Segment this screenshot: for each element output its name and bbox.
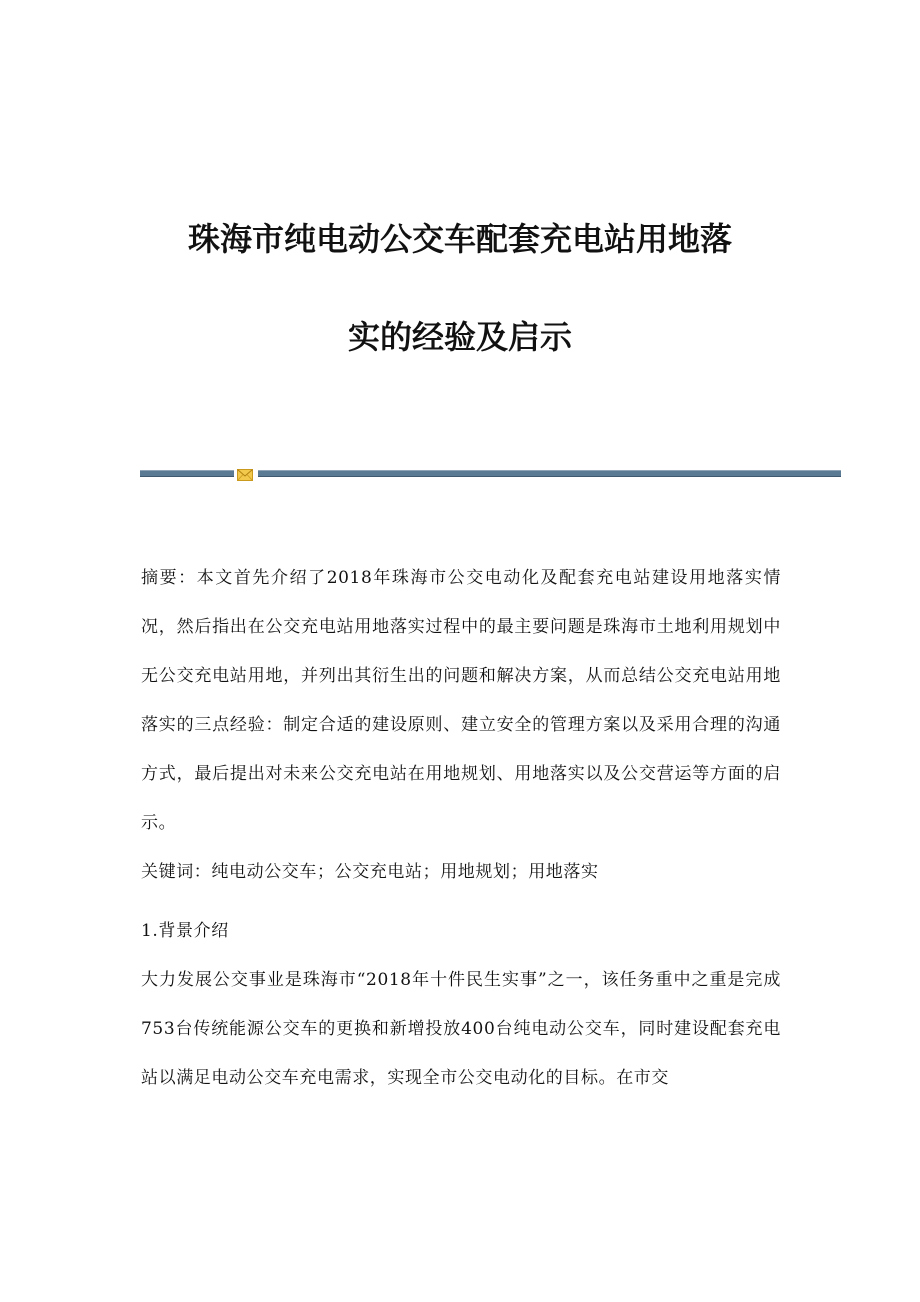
document-title-line-1: 珠海市纯电动公交车配套充电站用地落 [187,220,732,258]
title-divider-right [258,470,841,477]
abstract-paragraph: 摘要：本文首先介绍了2018年珠海市公交电动化及配套充电站建设用地落实情况，然后指出在公交充电站用地落实过程中的最主要问题是珠海市土地利用规划中无公交充电站用地，并列出其衍生出的问题和解决方案，从而总结公交充电站用地落实的三点经验：制定合适的建设原则、建立安全的管理方案以及采用合理的沟通方式，最后提出对未来公交充电站在用地规划、用地落实以及公交营运等方面的启示。 [141,568,781,833]
keywords-line: 关键词：纯电动公交车；公交充电站；用地规划；用地落实 [141,862,599,882]
title-divider-left [140,470,234,477]
envelope-icon [237,469,253,481]
section-heading: 1.背景介绍 [141,921,229,941]
document-title-line-2: 实的经验及启示 [347,318,572,356]
body-paragraph: 大力发展公交事业是珠海市“2018年十件民生实事”之一，该任务重中之重是完成753台传统能源公交车的更换和新增投放400台纯电动公交车，同时建设配套充电站以满足电动公交车充电需求，实现全市公交电动化的目标。在市交 [141,970,781,1088]
